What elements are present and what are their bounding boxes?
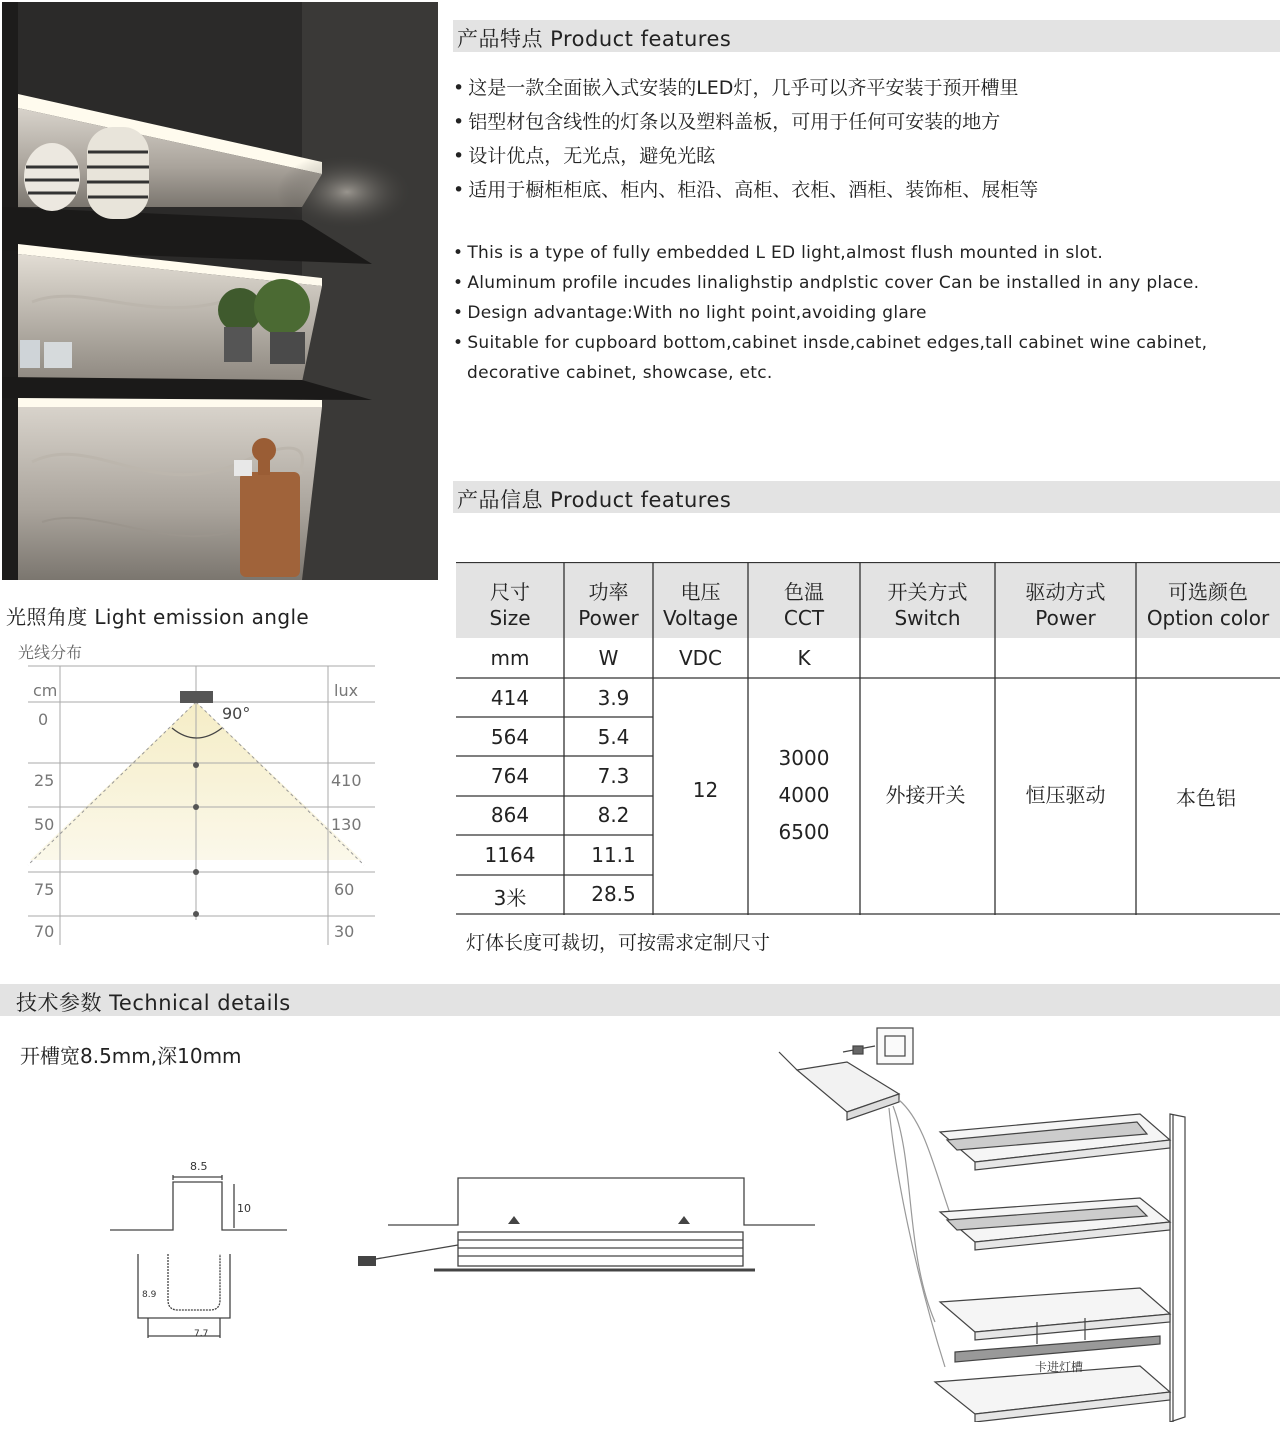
col-header-switch xyxy=(860,579,995,631)
axis-cm-75: 75 xyxy=(34,880,55,899)
cell-size-6: 3米 xyxy=(493,886,527,910)
unit-size: mm xyxy=(490,646,530,670)
axis-lux-30: 30 xyxy=(334,922,355,941)
col-header-size-en: Size xyxy=(489,606,531,630)
cell-size-5: 1164 xyxy=(484,843,536,867)
axis-cm-0: 0 xyxy=(38,710,49,729)
col-header-cct xyxy=(748,579,860,631)
cell-driver: 恒压驱动 xyxy=(1025,783,1106,807)
col-header-voltage-cn: 电压 xyxy=(680,580,721,604)
tech-title: 技术参数 Technical details xyxy=(16,991,291,1015)
feature-cn-4: • 适用于橱柜柜底、柜内、柜沿、高柜、衣柜、酒柜、装饰柜、展柜等 xyxy=(453,175,1038,202)
axis-lux-130: 130 xyxy=(331,815,362,834)
cell-power-2: 5.4 xyxy=(597,725,630,749)
info-title: 产品信息 Product features xyxy=(457,488,732,512)
axis-cm-25: 25 xyxy=(34,771,55,790)
col-header-color-en: Option color xyxy=(1146,606,1270,630)
col-header-color-cn: 可选颜色 xyxy=(1168,580,1248,604)
feature-en-2: • Aluminum profile incudes linalighstip andplstic cover Can be installed in any place. xyxy=(453,273,1199,293)
axis-unit-lux: lux xyxy=(334,681,359,700)
col-header-voltage xyxy=(653,579,748,631)
cell-size-4: 864 xyxy=(490,803,530,827)
dim-profile-width: 7.7 xyxy=(194,1329,209,1339)
axis-lux-410: 410 xyxy=(331,771,362,790)
axis-lux-60: 60 xyxy=(334,880,355,899)
install-label: 卡进灯槽 xyxy=(1035,1360,1084,1374)
cabinet-exploded-diagram xyxy=(775,1022,1200,1422)
cell-switch: 外接开关 xyxy=(885,783,966,807)
cell-size-3: 764 xyxy=(490,764,530,788)
col-header-power xyxy=(564,579,653,631)
dim-profile-height: 8.9 xyxy=(142,1290,157,1300)
col-header-size-cn: 尺寸 xyxy=(490,580,530,604)
angle-title: 光照角度 Light emission angle xyxy=(6,605,310,629)
col-header-color xyxy=(1136,579,1280,631)
cell-power-4: 8.2 xyxy=(597,803,630,827)
cct-3000: 3000 xyxy=(778,746,830,770)
angle-subtitle: 光线分布 xyxy=(18,643,83,662)
slot-spec: 开槽宽8.5mm,深10mm xyxy=(20,1044,242,1068)
feature-en-3: • Design advantage:With no light point,avoiding glare xyxy=(453,303,927,323)
axis-cm-70: 70 xyxy=(34,922,55,941)
col-header-power-cn: 功率 xyxy=(588,580,629,604)
col-header-power-en: Power xyxy=(578,606,639,630)
strip-installation-diagram xyxy=(350,1170,820,1280)
unit-voltage: VDC xyxy=(678,646,723,670)
col-header-switch-en: Switch xyxy=(894,606,961,630)
col-header-cct-en: CCT xyxy=(783,606,825,630)
cct-6500: 6500 xyxy=(778,820,830,844)
product-photo xyxy=(2,2,438,580)
unit-power: W xyxy=(598,646,619,670)
cell-cct xyxy=(748,740,860,851)
spec-table xyxy=(456,562,1280,915)
length-note: 灯体长度可裁切，可按需求定制尺寸 xyxy=(466,932,771,954)
slot-cross-section-diagram xyxy=(100,1170,300,1345)
tech-header-bar xyxy=(0,984,1280,1016)
feature-cn-3: • 设计优点，无光点，避免光眩 xyxy=(453,141,715,168)
light-distribution-diagram xyxy=(0,660,440,955)
light-fixture-icon xyxy=(180,691,213,703)
axis-cm-50: 50 xyxy=(34,815,55,834)
col-header-driver-en: Power xyxy=(1035,606,1096,630)
cell-size-2: 564 xyxy=(490,725,530,749)
cabinet-lighting-image xyxy=(2,2,438,580)
feature-cn-1: • 这是一款全面嵌入式安装的LED灯，几乎可以齐平安装于预开槽里 xyxy=(453,73,1018,100)
cell-power-3: 7.3 xyxy=(597,764,630,788)
feature-en-4-cont: decorative cabinet, showcase, etc. xyxy=(467,363,773,383)
dim-depth: 10 xyxy=(237,1202,251,1215)
col-header-driver-cn: 驱动方式 xyxy=(1025,580,1106,604)
cell-size-1: 414 xyxy=(490,686,530,710)
cct-4000: 4000 xyxy=(778,783,830,807)
feature-cn-2: • 铝型材包含线性的灯条以及塑料盖板，可用于任何可安装的地方 xyxy=(453,107,1000,134)
col-header-driver xyxy=(995,579,1136,631)
col-header-size xyxy=(456,579,564,631)
feature-en-1: • This is a type of fully embedded L ED light,almost flush mounted in slot. xyxy=(453,243,1103,263)
axis-unit-cm: cm xyxy=(33,681,58,700)
unit-cct: K xyxy=(797,646,811,670)
features-header-bar xyxy=(453,20,1280,52)
angle-label: 90° xyxy=(222,704,251,723)
cell-color: 本色铝 xyxy=(1176,786,1236,810)
dim-width: 8.5 xyxy=(190,1160,208,1173)
col-header-switch-cn: 开关方式 xyxy=(887,580,968,604)
cell-power-6: 28.5 xyxy=(591,882,636,906)
features-title: 产品特点 Product features xyxy=(457,27,732,51)
feature-en-4: • Suitable for cupboard bottom,cabinet insde,cabinet edges,tall cabinet wine cabinet, xyxy=(453,333,1207,353)
cell-power-1: 3.9 xyxy=(597,686,630,710)
info-header-bar xyxy=(453,481,1280,513)
col-header-cct-cn: 色温 xyxy=(784,580,824,604)
cell-voltage: 12 xyxy=(692,778,719,802)
col-header-voltage-en: Voltage xyxy=(662,606,739,630)
cell-power-5: 11.1 xyxy=(591,843,636,867)
